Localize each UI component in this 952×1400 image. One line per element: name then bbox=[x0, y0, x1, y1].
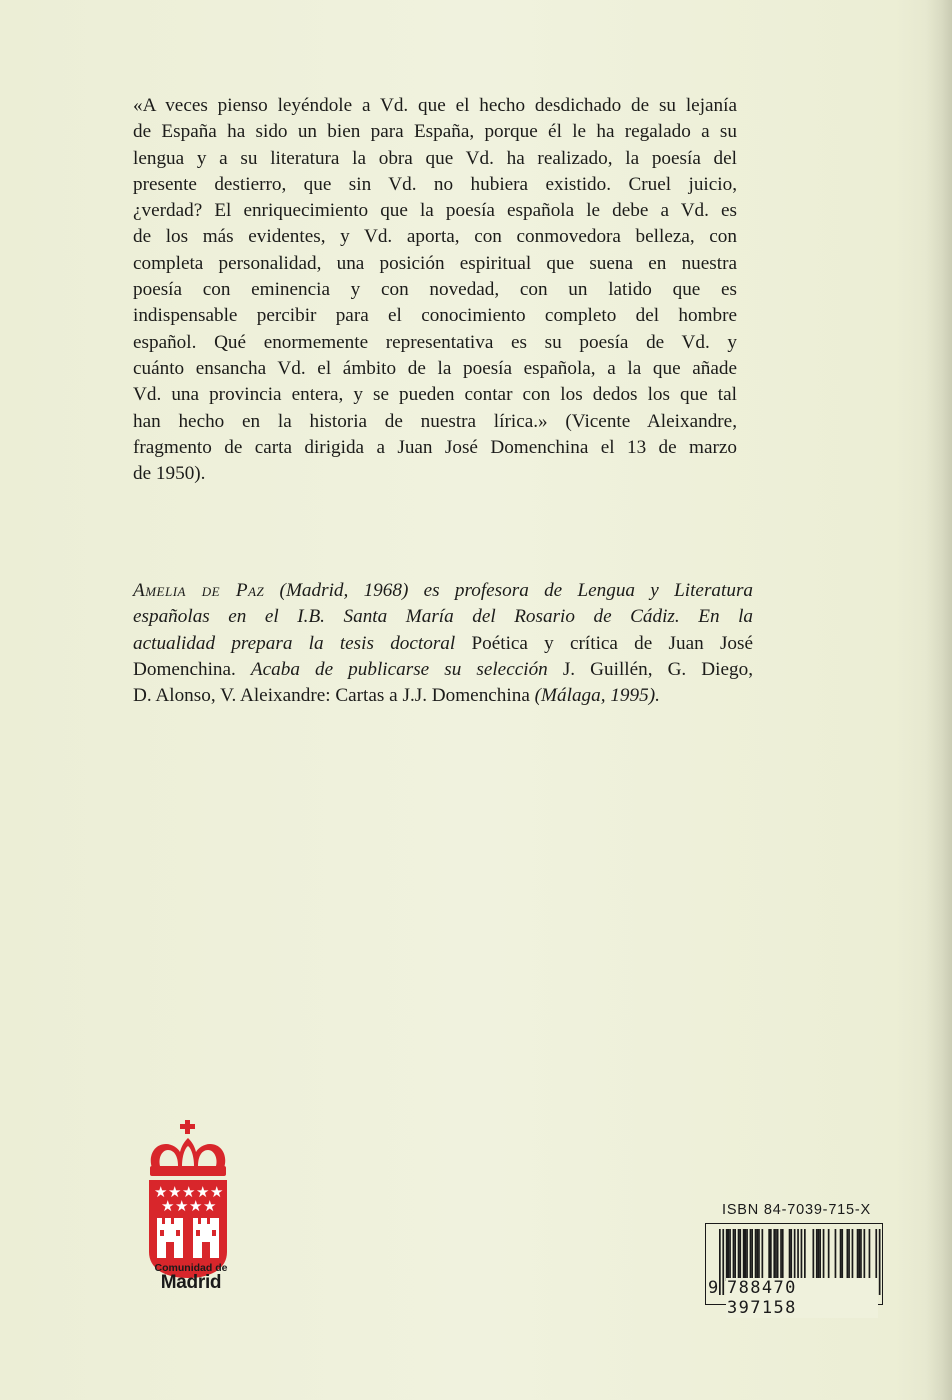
barcode-bar bbox=[719, 1229, 721, 1295]
barcode-bar bbox=[728, 1229, 730, 1281]
barcode-bar bbox=[847, 1229, 849, 1281]
barcode-bar bbox=[790, 1229, 792, 1281]
barcode-bar bbox=[823, 1229, 825, 1281]
aleixandre-quote bbox=[133, 93, 737, 487]
barcode-bar bbox=[762, 1229, 764, 1281]
barcode-bar bbox=[726, 1229, 728, 1281]
barcode-bar bbox=[777, 1229, 779, 1281]
barcode-bar bbox=[773, 1229, 775, 1281]
crown-icon bbox=[150, 1120, 226, 1176]
barcode-bar bbox=[857, 1229, 859, 1281]
barcode-bar bbox=[828, 1229, 830, 1281]
svg-text:★: ★ bbox=[203, 1197, 217, 1215]
author-bio bbox=[133, 578, 753, 709]
barcode-bar bbox=[816, 1229, 818, 1281]
quote-line: presente destierro, que sin Vd. no hubiera existido. Cruel juicio, bbox=[133, 173, 737, 195]
quote-line: Vd. una provincia entera, y se pueden contar con los dedos los que tal bbox=[133, 384, 737, 406]
barcode-bar bbox=[852, 1229, 854, 1281]
barcode-bar bbox=[738, 1229, 740, 1281]
quote-line: «A veces pienso leyéndole a Vd. que el hecho desdichado de su lejanía bbox=[133, 95, 737, 116]
author-bio-line bbox=[133, 578, 753, 604]
quote-line: lengua y a su literatura la obra que Vd. ha realizado, la poesía del bbox=[133, 147, 737, 169]
quote-line: ¿verdad? El enriquecimiento que la poesía española le debe a Vd. es bbox=[133, 200, 737, 222]
svg-text:★: ★ bbox=[210, 1183, 224, 1201]
quote-line: han hecho en la historia de nuestra lírica.» (Vicente Aleixandre, bbox=[133, 410, 737, 432]
author-bio-line bbox=[133, 631, 753, 657]
cover-edge-shadow bbox=[926, 0, 952, 1400]
quote-line: de 1950). bbox=[133, 463, 206, 485]
barcode-bar bbox=[840, 1229, 842, 1281]
barcode-bar bbox=[751, 1229, 753, 1281]
stars-icon bbox=[154, 1183, 223, 1215]
barcode-bar bbox=[819, 1229, 821, 1281]
barcode-bar bbox=[746, 1229, 748, 1281]
barcode-bar bbox=[841, 1229, 843, 1281]
barcode-bar bbox=[794, 1229, 796, 1281]
isbn-label: ISBN 84-7039-715-X bbox=[722, 1202, 872, 1218]
barcode-bar bbox=[758, 1229, 760, 1281]
quote-line: indispensable percibir para el conocimiento completo del hombre bbox=[133, 305, 737, 327]
svg-text:★: ★ bbox=[189, 1197, 203, 1215]
barcode-bar bbox=[775, 1229, 777, 1281]
author-bio-text: actualidad prepara la tesis doctoral bbox=[133, 632, 472, 654]
quote-line: español. Qué enormemente representativa es su poesía de Vd. y bbox=[133, 331, 737, 353]
barcode-digits: 788470 397158 bbox=[726, 1278, 878, 1318]
publication-place-year: (Málaga, 1995). bbox=[534, 685, 660, 707]
castle-icon bbox=[157, 1218, 183, 1258]
barcode-bar bbox=[804, 1229, 806, 1281]
book-title: D. Alonso, V. Aleixandre: Cartas a J.J. Domenchina bbox=[133, 685, 535, 707]
barcode-bar bbox=[780, 1229, 782, 1281]
quote-line: de España ha sido un bien para España, porque él le ha regalado a su bbox=[133, 121, 737, 143]
barcode-bar bbox=[864, 1229, 866, 1281]
svg-text:★: ★ bbox=[161, 1197, 175, 1215]
author-name: Amelia de Paz bbox=[133, 580, 265, 601]
barcode-bar bbox=[739, 1229, 741, 1281]
barcode-bar bbox=[743, 1229, 745, 1281]
quote-line: de los más evidentes, y Vd. aporta, con conmovedora belleza, con bbox=[133, 226, 737, 248]
barcode-bar bbox=[770, 1229, 772, 1281]
thesis-title: Domenchina. bbox=[133, 658, 251, 680]
author-bio-line bbox=[133, 657, 753, 683]
barcode-bar bbox=[848, 1229, 850, 1281]
quote-line: cuánto ensancha Vd. el ámbito de la poesía española, a la que añade bbox=[133, 357, 737, 379]
barcode-bar bbox=[729, 1229, 731, 1281]
svg-text:★: ★ bbox=[168, 1183, 182, 1201]
author-bio-text: Acaba de publicarse su selección bbox=[250, 658, 563, 680]
quote-line: poesía con eminencia y con novedad, con un latido que es bbox=[133, 279, 737, 301]
author-bio-line bbox=[133, 683, 753, 709]
quote-line: fragmento de carta dirigida a Juan José Domenchina el 13 de marzo bbox=[133, 436, 737, 458]
svg-text:★: ★ bbox=[182, 1183, 196, 1201]
barcode-bar bbox=[813, 1229, 815, 1281]
author-bio-text: (Madrid, 1968) es profesora de Lengua y Literatura bbox=[264, 580, 753, 601]
svg-text:★: ★ bbox=[175, 1197, 189, 1215]
barcode-bar bbox=[755, 1229, 757, 1281]
book-title: J. Guillén, G. Diego, bbox=[562, 658, 753, 680]
svg-text:★: ★ bbox=[154, 1183, 168, 1201]
thesis-title: Poética y crítica de Juan José bbox=[471, 632, 753, 654]
barcode-bar bbox=[782, 1229, 784, 1281]
barcode-bar bbox=[733, 1229, 735, 1281]
barcode-bar bbox=[869, 1229, 871, 1281]
barcode-bar bbox=[858, 1229, 860, 1281]
barcode-bar bbox=[750, 1229, 752, 1281]
barcode-bar bbox=[722, 1229, 724, 1295]
logo-caption-small: Comunidad de bbox=[154, 1262, 228, 1274]
barcode-bar bbox=[734, 1229, 736, 1281]
author-bio-line: españolas en el I.B. Santa María del Rosario de Cádiz. En la bbox=[133, 606, 753, 628]
barcode-bar bbox=[789, 1229, 791, 1281]
barcode-lead-digit: 9 bbox=[708, 1278, 719, 1298]
barcode-bar bbox=[835, 1229, 837, 1281]
quote-line: completa personalidad, una posición espiritual que suena en nuestra bbox=[133, 252, 737, 274]
barcode-bar bbox=[879, 1229, 881, 1295]
barcode-bar bbox=[860, 1229, 862, 1281]
barcode-bar bbox=[745, 1229, 747, 1281]
barcode-bar bbox=[756, 1229, 758, 1281]
castle-icon bbox=[193, 1218, 219, 1258]
logo-caption-big: Madrid bbox=[160, 1272, 222, 1293]
barcode-bar bbox=[818, 1229, 820, 1281]
svg-text:★: ★ bbox=[196, 1183, 210, 1201]
barcode-bar bbox=[768, 1229, 770, 1281]
